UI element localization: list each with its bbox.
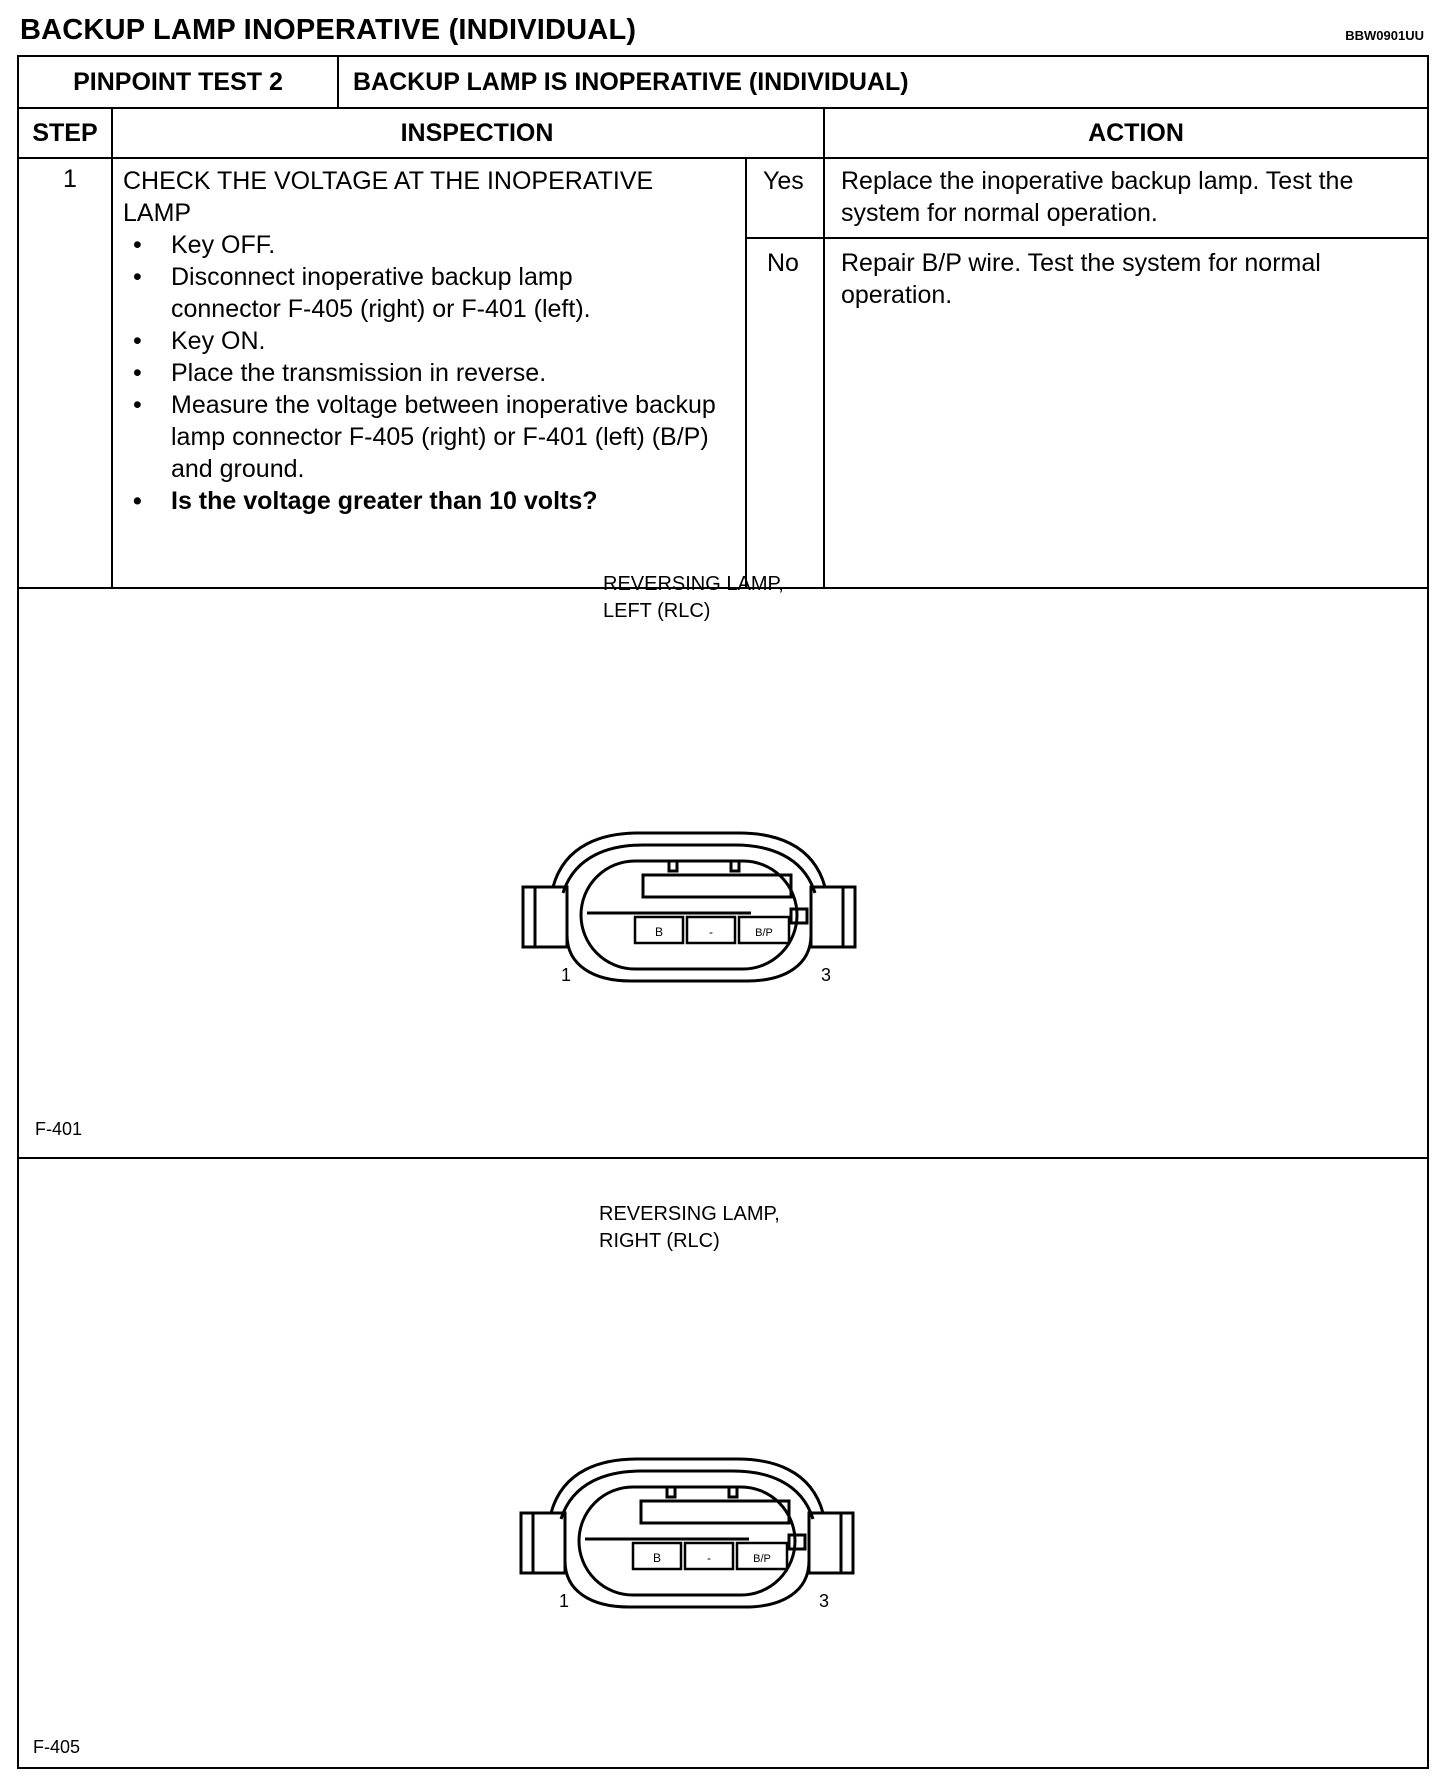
pin-label-ground: - <box>709 925 713 939</box>
test-header-row <box>19 57 1427 109</box>
inspection-step: • Place the transmission in reverse. <box>123 357 763 389</box>
action-column-header: ACTION <box>1088 118 1184 147</box>
pin-number-1: 1 <box>559 1591 570 1611</box>
yes-no-divider <box>747 237 1427 239</box>
figure-id-f405: F-405 <box>33 1737 81 1757</box>
yes-label: Yes <box>763 167 804 195</box>
pinpoint-test-title: BACKUP LAMP IS INOPERATIVE (INDIVIDUAL) <box>353 67 909 96</box>
pin-number-1: 1 <box>561 965 572 985</box>
step-divider <box>111 109 113 589</box>
diagram-title-line-2: RIGHT (RLC) <box>599 1230 720 1252</box>
document-code: BBW0901UU <box>1345 28 1424 43</box>
diagram-title-line-2: LEFT (RLC) <box>603 600 711 622</box>
diagram-right-title <box>599 1201 780 1255</box>
action-divider <box>823 109 825 589</box>
no-label: No <box>767 249 799 277</box>
diagram-title-line-1: REVERSING LAMP, <box>603 573 784 595</box>
inspection-step: • Key ON. <box>123 325 763 357</box>
no-action: Repair B/P wire. Test the system for normal operation. <box>841 249 1321 309</box>
diagram-divider <box>19 1157 1427 1159</box>
column-header-divider <box>19 157 1427 159</box>
pin-label-ground: - <box>707 1551 711 1565</box>
pinpoint-test-label: PINPOINT TEST 2 <box>19 57 339 107</box>
figure-id-f401: F-401 <box>35 1119 83 1139</box>
page-title: BACKUP LAMP INOPERATIVE (INDIVIDUAL) <box>20 14 637 46</box>
step-heading-line-1: CHECK THE VOLTAGE AT THE INOPERATIVE <box>123 167 654 195</box>
pin-number-3: 3 <box>821 965 832 985</box>
pin-number-3: 3 <box>819 1591 830 1611</box>
step-column-header: STEP <box>32 118 98 147</box>
pin-label-b: B <box>652 1551 662 1565</box>
diagram-title-line-1: REVERSING LAMP, <box>599 1203 780 1225</box>
inspection-step: • Key OFF. <box>123 229 763 261</box>
yes-action: Replace the inoperative backup lamp. Test the system for normal operation. <box>841 167 1354 227</box>
inspection-question: • Is the voltage greater than 10 volts? <box>123 485 763 517</box>
inspection-step: • Measure the voltage between inoperative backup lamp connector F-405 (right) or F-401 (left) (B/P) and ground. <box>123 389 751 485</box>
step-number: 1 <box>63 165 77 193</box>
step-heading <box>123 165 743 229</box>
inspection-column-header: INSPECTION <box>400 118 554 147</box>
pinpoint-test-frame <box>17 55 1429 1769</box>
diagram-left-title <box>603 571 784 625</box>
pin-label-bp: B/P <box>755 927 773 939</box>
inspection-steps <box>123 229 763 517</box>
step-heading-line-2: LAMP <box>123 199 192 227</box>
pin-label-bp: B/P <box>753 1553 771 1565</box>
pin-label-b: B <box>654 925 664 939</box>
inspection-step: • Disconnect inoperative backup lamp connector F-405 (right) or F-401 (left). <box>123 261 641 325</box>
